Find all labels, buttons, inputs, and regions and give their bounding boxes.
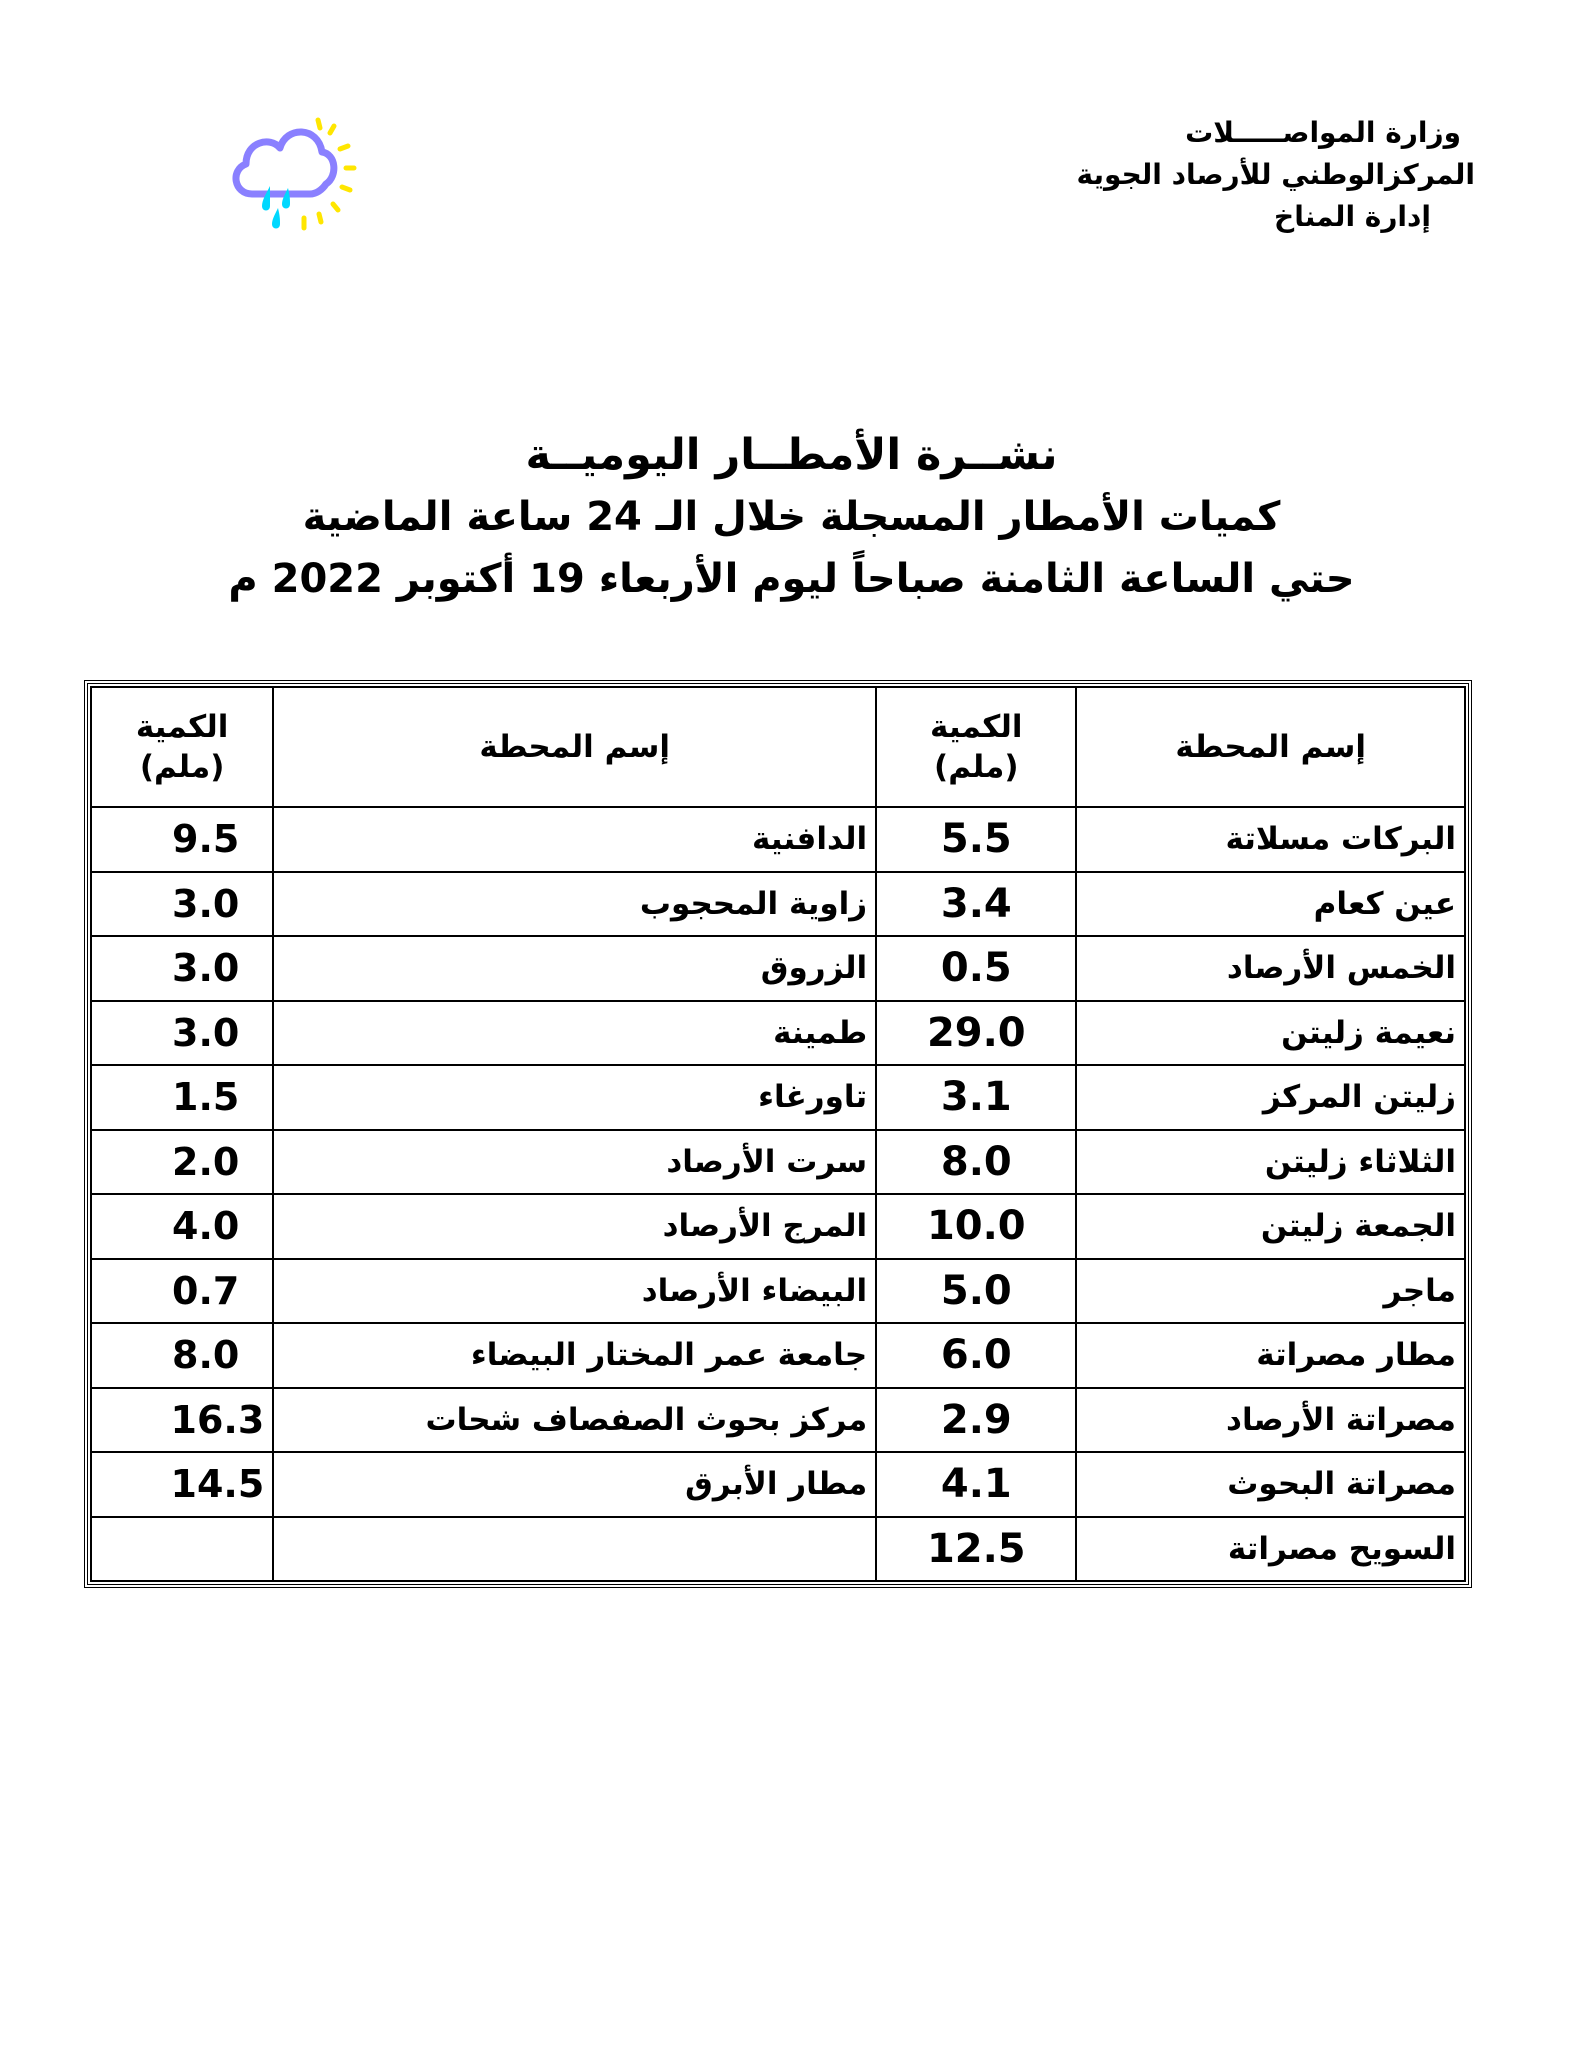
rain-amount: 8.0: [876, 1130, 1076, 1195]
rain-amount: 14.5: [91, 1452, 273, 1517]
rain-cloud-sun-icon: [222, 112, 368, 236]
station-name: مصراتة الأرصاد: [1076, 1388, 1465, 1453]
titles: [0, 424, 1583, 610]
station-name: الزروق: [273, 936, 876, 1001]
table-row: [91, 1065, 1465, 1130]
station-name: نعيمة زليتن: [1076, 1001, 1465, 1066]
rain-amount: 12.5: [876, 1517, 1076, 1582]
rain-amount: 16.3: [91, 1388, 273, 1453]
rain-drop-icon: [272, 208, 280, 229]
rain-amount: 5.5: [876, 807, 1076, 872]
rain-amount: 3.4: [876, 872, 1076, 937]
station-name: عين كعام: [1076, 872, 1465, 937]
station-name: زاوية المحجوب: [273, 872, 876, 937]
header-block: [1077, 112, 1475, 238]
rain-amount: 2.0: [91, 1130, 273, 1195]
table-header-row: [91, 687, 1465, 807]
rain-amount: 9.5: [91, 807, 273, 872]
table-row: [91, 1130, 1465, 1195]
rain-amount: 1.5: [91, 1065, 273, 1130]
rain-amount: 10.0: [876, 1194, 1076, 1259]
table-row: [91, 1194, 1465, 1259]
table-row: [91, 1388, 1465, 1453]
station-name: [273, 1517, 876, 1582]
page-title: نشــرة الأمطــار اليوميــة: [525, 430, 1058, 480]
quantity-header-unit: (ملم): [934, 749, 1019, 785]
rain-amount: 4.1: [876, 1452, 1076, 1517]
station-name: سرت الأرصاد: [273, 1130, 876, 1195]
station-name: المرج الأرصاد: [273, 1194, 876, 1259]
station-name: الخمس الأرصاد: [1076, 936, 1465, 1001]
ministry-name: وزارة المواصـــــلات: [1185, 116, 1461, 149]
rain-amount: 29.0: [876, 1001, 1076, 1066]
department-name: إدارة المناخ: [1274, 200, 1431, 233]
rain-amount: 2.9: [876, 1388, 1076, 1453]
station-name: البركات مسلاتة: [1076, 807, 1465, 872]
station-name: البيضاء الأرصاد: [273, 1259, 876, 1324]
rain-amount: 6.0: [876, 1323, 1076, 1388]
quantity-header: [91, 687, 273, 807]
station-name: الدافنية: [273, 807, 876, 872]
table-row: [91, 1452, 1465, 1517]
rain-amount: [91, 1517, 273, 1582]
station-name: السويح مصراتة: [1076, 1517, 1465, 1582]
table-row: [91, 936, 1465, 1001]
station-name: مصراتة البحوث: [1076, 1452, 1465, 1517]
station-name: زليتن المركز: [1076, 1065, 1465, 1130]
table-row: [91, 807, 1465, 872]
quantity-header-unit: (ملم): [139, 749, 225, 785]
rain-amount: 4.0: [91, 1194, 273, 1259]
station-name: مطار الأبرق: [273, 1452, 876, 1517]
rain-drop-icon: [262, 186, 270, 211]
table-row: [91, 1323, 1465, 1388]
rain-amount: 8.0: [91, 1323, 273, 1388]
station-name: مطار مصراتة: [1076, 1323, 1465, 1388]
station-header: إسم المحطة: [1076, 687, 1465, 807]
station-name: مركز بحوث الصفصاف شحات: [273, 1388, 876, 1453]
rain-amount: 3.1: [876, 1065, 1076, 1130]
center-name: المركزالوطني للأرصاد الجوية: [1076, 158, 1475, 191]
quantity-header-label: الكمية: [930, 709, 1023, 745]
rain-amount: 0.7: [91, 1259, 273, 1324]
rainfall-table-frame: [84, 680, 1472, 1588]
station-name: طمينة: [273, 1001, 876, 1066]
table-row: [91, 1259, 1465, 1324]
page-subtitle: كميات الأمطار المسجلة خلال الـ 24 ساعة الماضية: [302, 494, 1281, 540]
table-row: [91, 1001, 1465, 1066]
station-name: الجمعة زليتن: [1076, 1194, 1465, 1259]
station-name: جامعة عمر المختار البيضاء: [273, 1323, 876, 1388]
station-name: الثلاثاء زليتن: [1076, 1130, 1465, 1195]
table-row: [91, 1517, 1465, 1582]
rain-amount: 3.0: [91, 1001, 273, 1066]
station-header: إسم المحطة: [273, 687, 876, 807]
rainfall-table: [90, 686, 1466, 1582]
station-name: ماجر: [1076, 1259, 1465, 1324]
rain-amount: 0.5: [876, 936, 1076, 1001]
cloud-icon: [236, 132, 334, 194]
quantity-header: [876, 687, 1076, 807]
station-name: تاورغاء: [273, 1065, 876, 1130]
quantity-header-label: الكمية: [135, 709, 229, 745]
rain-amount: 5.0: [876, 1259, 1076, 1324]
date-line: حتي الساعة الثامنة صباحاً ليوم الأربعاء 19 أكتوبر 2022 م: [228, 556, 1355, 602]
rain-amount: 3.0: [91, 872, 273, 937]
rain-amount: 3.0: [91, 936, 273, 1001]
table-row: [91, 872, 1465, 937]
